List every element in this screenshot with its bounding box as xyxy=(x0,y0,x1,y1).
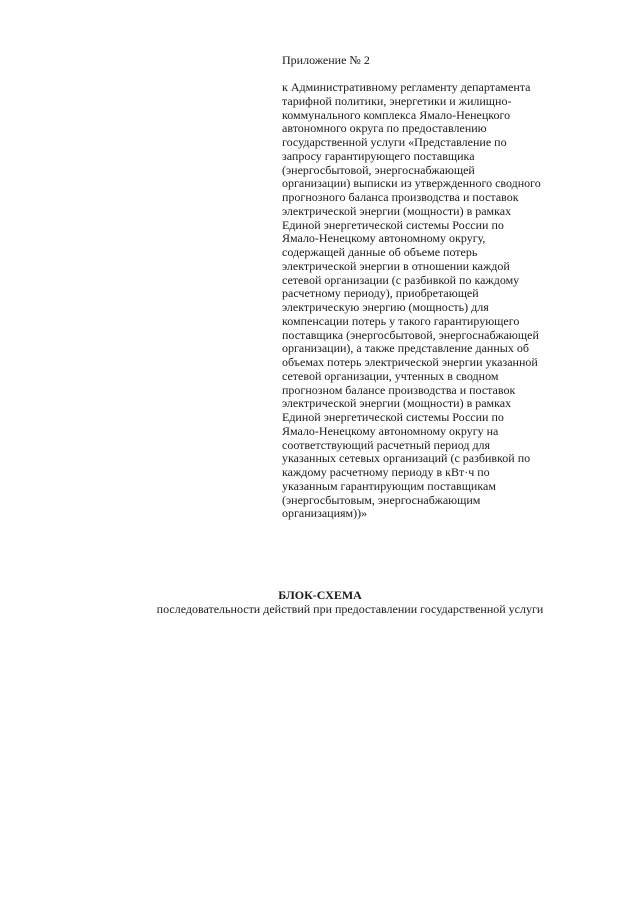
appendix-line: Ямало-Ненецкому автономному округу на xyxy=(282,423,499,438)
appendix-title: Приложение № 2 xyxy=(282,53,370,67)
appendix-line: каждому расчетному периоду в кВт·ч по xyxy=(282,465,490,479)
appendix-line: Единой энергетической системы России по xyxy=(282,217,504,232)
appendix-line: прогнозного баланса производства и поставок xyxy=(282,190,519,204)
appendix-line: расчетному периоду), приобретающей xyxy=(282,286,479,301)
appendix-line: коммунального комплекса Ямало-Ненецкого xyxy=(282,107,511,122)
appendix-line: Единой энергетической системы России по xyxy=(282,410,504,424)
appendix-line: объемах потерь электрической энергии указанной xyxy=(282,355,538,369)
appendix-line: Ямало-Ненецкому автономному округу, xyxy=(282,231,486,246)
appendix-line: прогнозном балансе производства и поставок xyxy=(282,382,516,397)
appendix-line: государственной услуги «Представление по xyxy=(282,135,507,149)
appendix-line: организациям))» xyxy=(282,506,368,521)
appendix-line: поставщика (энергосбытовой, энергоснабжающей xyxy=(282,327,539,342)
appendix-line: запросу гарантирующего поставщика xyxy=(282,148,475,163)
appendix-line: соответствующий расчетный период для xyxy=(282,437,491,452)
appendix-line: электрической энергии (мощности) в рамках xyxy=(282,396,512,411)
appendix-line: тарифной политики, энергетики и жилищно- xyxy=(282,93,512,108)
appendix-line: содержащей данные об объеме потерь xyxy=(282,245,478,259)
scheme-title: БЛОК-СХЕМА xyxy=(278,588,362,602)
appendix-line: сетевой организации, учтенных в сводном xyxy=(282,368,499,383)
appendix-line: автономного округа по предоставлению xyxy=(282,121,487,136)
appendix-line: компенсации потерь у такого гарантирующего xyxy=(282,313,520,328)
appendix-line: организации), а также представление данных об xyxy=(282,341,529,356)
appendix-line: указанных сетевых организаций (с разбивкой по xyxy=(282,451,531,466)
appendix-line: организации) выписки из утвержденного сводного xyxy=(282,176,541,191)
scheme-subtitle: последовательности действий при предоставлении государственной услуги xyxy=(156,602,544,616)
appendix-line: к Административному регламенту департамента xyxy=(282,80,531,94)
appendix-line: (энергосбытовой, энергоснабжающей xyxy=(282,162,475,177)
appendix-line: указанным гарантирующим поставщикам xyxy=(282,478,496,493)
appendix-line: (энергосбытовым, энергоснабжающим xyxy=(282,492,481,507)
appendix-line: электрической энергии в отношении каждой xyxy=(282,258,510,273)
appendix-body xyxy=(282,81,602,521)
appendix-line: электрическую энергию (мощность) для xyxy=(282,300,489,314)
appendix-line: сетевой организации (с разбивкой по каждому xyxy=(282,272,520,287)
appendix-line: электрической энергии (мощности) в рамках xyxy=(282,203,512,218)
